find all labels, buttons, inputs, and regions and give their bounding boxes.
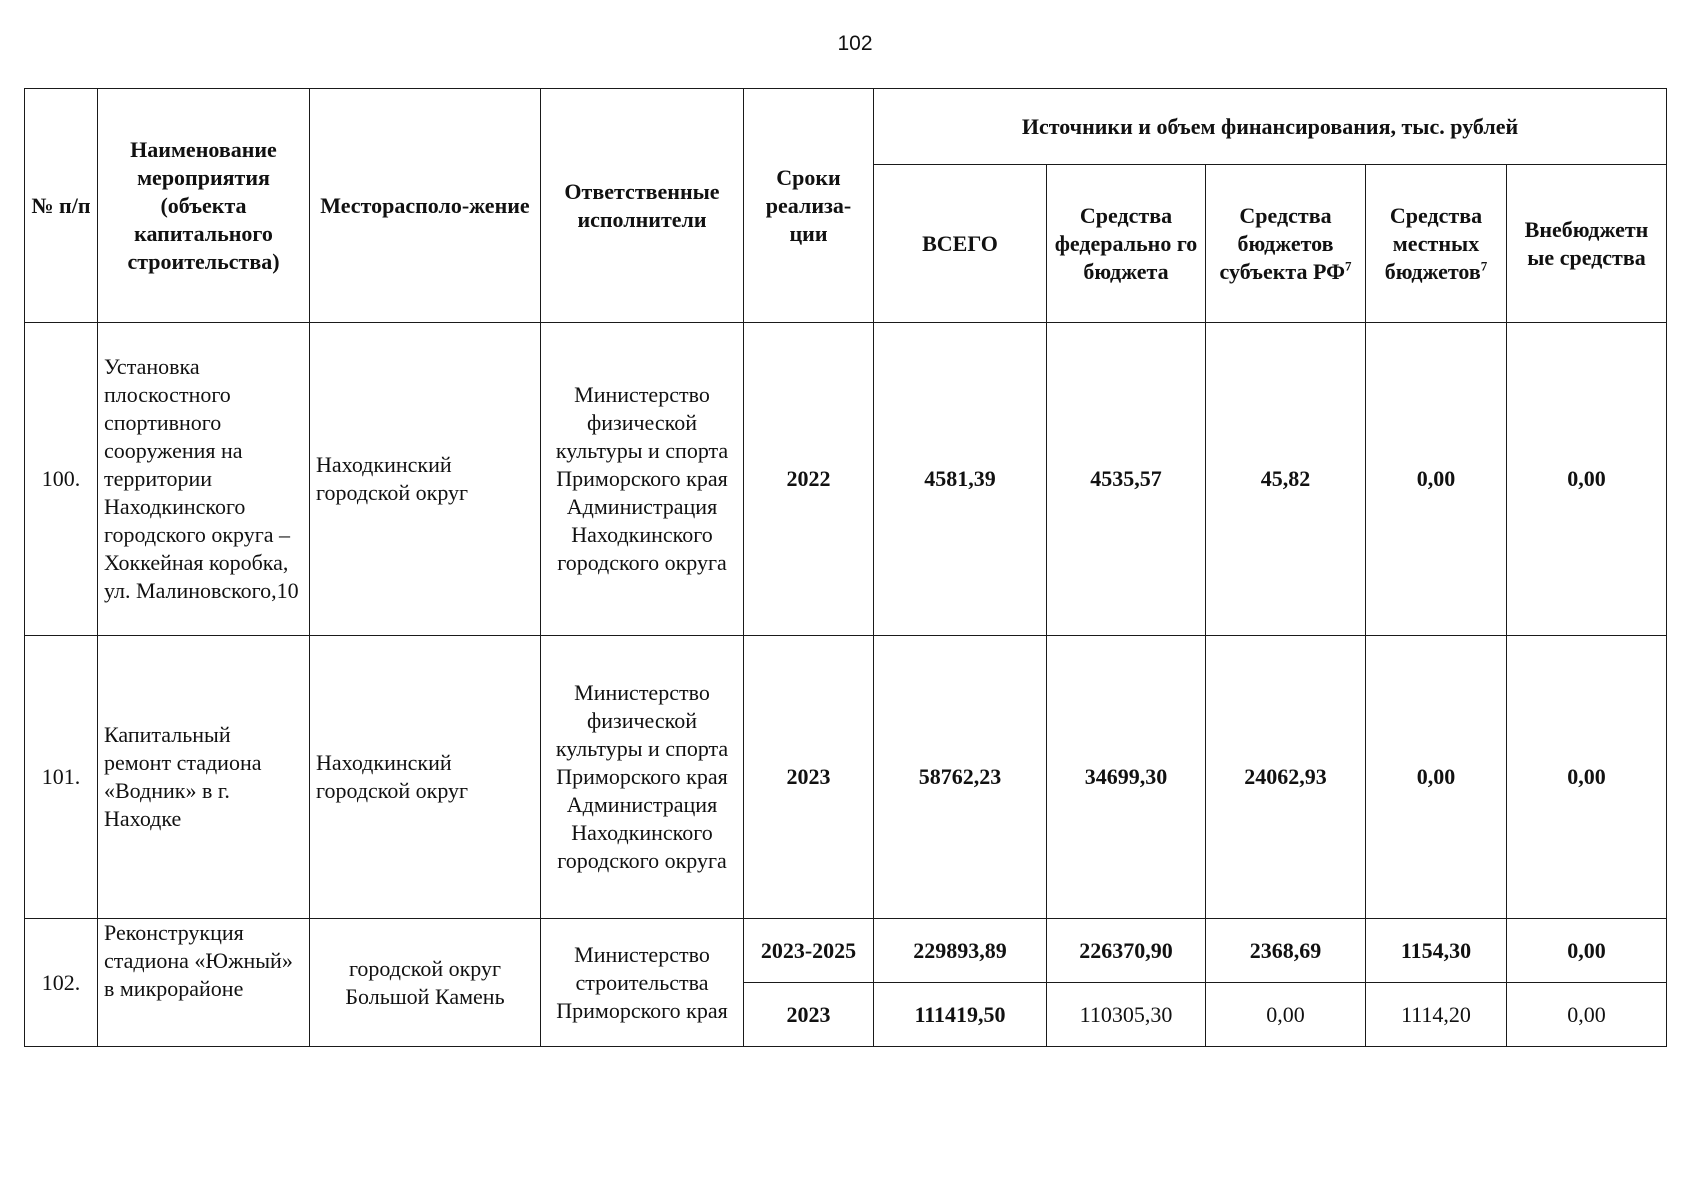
row-federal: 4535,57 — [1047, 323, 1206, 636]
header-funding-group: Источники и объем финансирования, тыс. рублей — [874, 89, 1667, 165]
row-regional: 45,82 — [1206, 323, 1366, 636]
subrow-term: 2023 — [744, 983, 874, 1047]
header-location: Месторасполо-жение — [310, 89, 541, 323]
row-location: Находкинский городской округ — [310, 323, 541, 636]
row-term: 2023-2025 — [744, 919, 874, 983]
row-total: 229893,89 — [874, 919, 1047, 983]
row-responsible: Министерство строительства Приморского края — [541, 919, 744, 1047]
row-regional: 24062,93 — [1206, 636, 1366, 919]
row-num: 100. — [25, 323, 98, 636]
row-responsible: Министерство физической культуры и спорта Приморского края Администрация Находкинского городского округа — [541, 636, 744, 919]
row-total: 4581,39 — [874, 323, 1047, 636]
header-extrabudget: Внебюджетн ые средства — [1507, 165, 1667, 323]
subrow-local: 1114,20 — [1366, 983, 1507, 1047]
row-extrabudget: 0,00 — [1507, 323, 1667, 636]
subrow-total: 111419,50 — [874, 983, 1047, 1047]
row-term: 2022 — [744, 323, 874, 636]
row-location: Находкинский городской округ — [310, 636, 541, 919]
header-name: Наименование мероприятия (объекта капитального строительства) — [98, 89, 310, 323]
header-local — [1366, 165, 1507, 323]
row-local: 0,00 — [1366, 323, 1507, 636]
header-regional-footnote: 7 — [1344, 258, 1352, 274]
row-extrabudget: 0,00 — [1507, 919, 1667, 983]
header-regional-label: Средства бюджетов субъекта РФ — [1219, 202, 1345, 284]
row-extrabudget: 0,00 — [1507, 636, 1667, 919]
subrow-extrabudget: 0,00 — [1507, 983, 1667, 1047]
header-local-label: Средства местных бюджетов — [1384, 202, 1483, 284]
row-num: 101. — [25, 636, 98, 919]
row-term: 2023 — [744, 636, 874, 919]
row-name: Установка плоскостного спортивного сооружения на территории Находкинского городского округа – Хоккейная коробка, ул. Малиновского,10 — [98, 323, 310, 636]
row-total: 58762,23 — [874, 636, 1047, 919]
row-regional: 2368,69 — [1206, 919, 1366, 983]
row-num: 102. — [25, 919, 98, 1047]
page-number: 102 — [837, 32, 873, 55]
row-federal: 226370,90 — [1047, 919, 1206, 983]
header-responsible: Ответственные исполнители — [541, 89, 744, 323]
row-local: 1154,30 — [1366, 919, 1507, 983]
row-location: городской округ Большой Камень — [310, 919, 541, 1047]
header-regional — [1206, 165, 1366, 323]
table-row — [25, 919, 1667, 983]
subrow-regional: 0,00 — [1206, 983, 1366, 1047]
row-responsible: Министерство физической культуры и спорта Приморского края Администрация Находкинского городского округа — [541, 323, 744, 636]
row-federal: 34699,30 — [1047, 636, 1206, 919]
row-local: 0,00 — [1366, 636, 1507, 919]
subrow-federal: 110305,30 — [1047, 983, 1206, 1047]
row-name: Реконструкция стадиона «Южный» в микрорайоне — [98, 919, 310, 1047]
funding-table — [24, 88, 1667, 1047]
header-num: № п/п — [25, 89, 98, 323]
table-row — [25, 323, 1667, 636]
header-total: ВСЕГО — [874, 165, 1047, 323]
header-terms: Сроки реализа-ции — [744, 89, 874, 323]
header-local-footnote: 7 — [1480, 258, 1488, 274]
header-federal: Средства федерально го бюджета — [1047, 165, 1206, 323]
row-name: Капитальный ремонт стадиона «Водник» в г. Находке — [98, 636, 310, 919]
table-row — [25, 636, 1667, 919]
